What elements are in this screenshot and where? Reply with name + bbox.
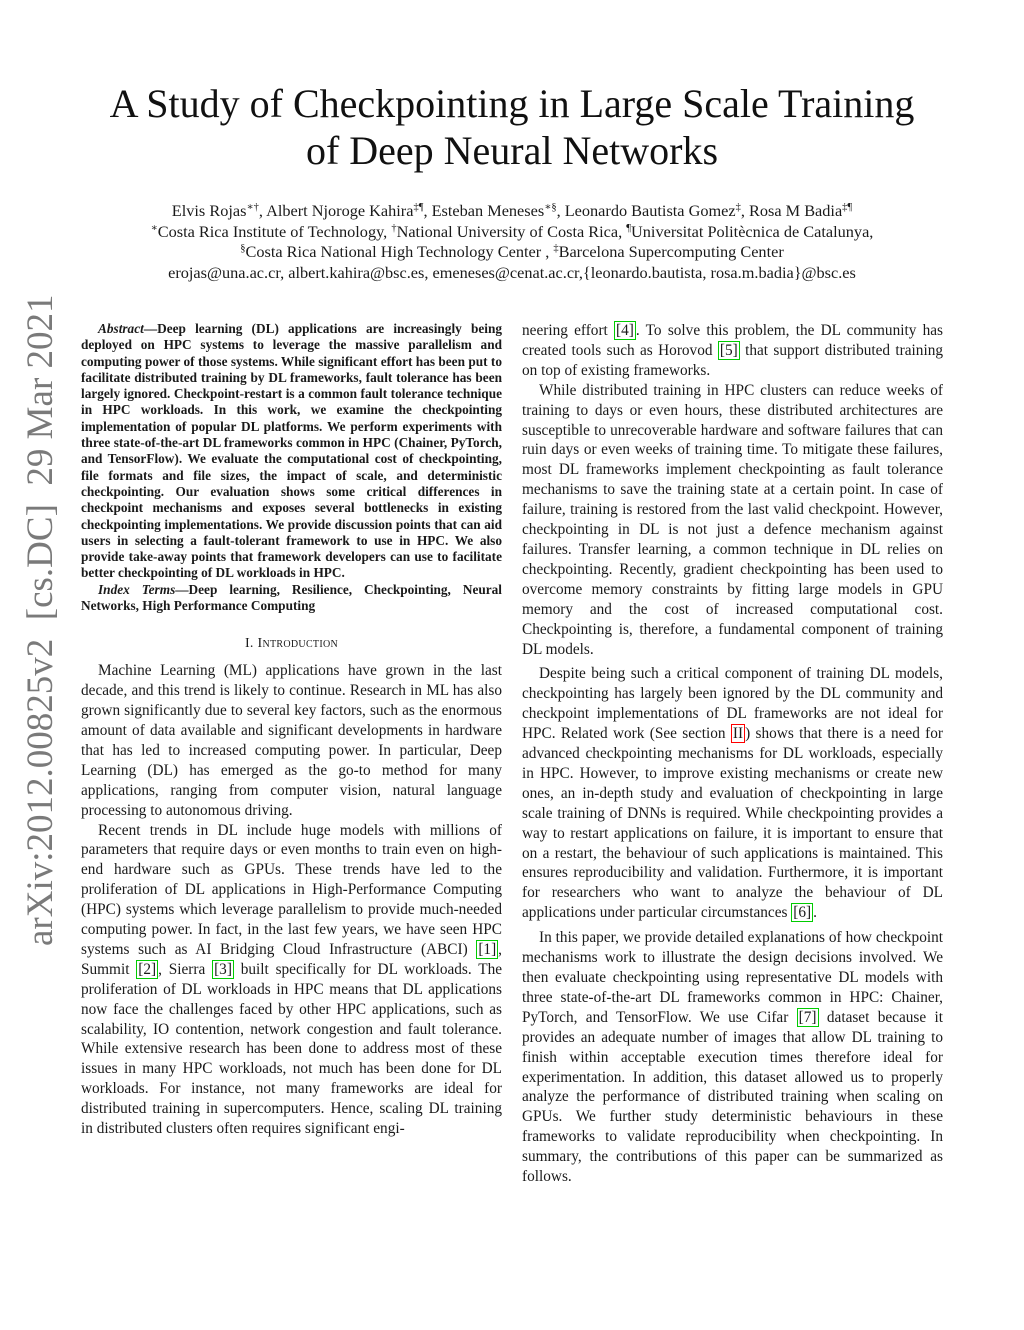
affiliation-mark: ¶ [626,222,632,234]
affiliation-mark: ‡ [735,202,741,213]
author-emails: erojas@una.ac.cr, albert.kahira@bsc.es, emeneses@cenat.ac.cr,{leonardo.bautista, rosa.m.badia}@bsc.es [168,262,856,282]
affiliation-mark: ‡¶ [842,202,853,213]
paper-title [80,80,944,174]
title-line-2: of Deep Neural Networks [305,128,719,173]
affiliation: Costa Rica Institute of Technology, [157,221,392,241]
right-column [522,321,943,1187]
title-line-1: A Study of Checkpointing in Large Scale Training [109,81,915,126]
citation-link[interactable]: [1] [478,940,497,958]
affiliation: Costa Rica National High Technology Center , [245,242,554,261]
paragraph [81,821,502,1140]
author-name: , Esteban Meneses [423,201,545,220]
text-run: In this paper, we provide detailed explanations of how checkpoint mechanisms work to illustrate the design decisions involved. We then evaluate checkpointing using representative DL models with three state-of-the-art DL frameworks common in HPC: Chainer, PyTorch, and TensorFlow. We use Cifar [522,929,943,1026]
author-block [80,201,944,283]
arxiv-identifier-sidebar [0,0,74,1325]
affiliation: Barcelona Supercomputing Center [558,242,784,261]
section-number: I. [244,636,258,652]
index-terms-label: Index Terms [98,581,176,597]
paragraph [522,928,943,1187]
affiliation-mark: § [240,243,246,254]
affiliation-mark: ∗§ [544,202,557,213]
text-run: , Summit [81,940,502,978]
citation-link[interactable]: [6] [793,904,812,922]
text-run: Recent trends in DL include huge models with millions of parameters that require days or even months to train even on high-end hardware such as GPUs. These trends have led to the proliferation of DL applications in High-Performance Computing (HPC) systems which leverage parallelism to provide much-needed computing power. In fact, in the last few years, we have seen HPC systems such as AI Bridging Cloud Infrastructure (ABCI) [81,821,502,958]
author-name: Elvis Rojas [171,201,247,220]
text-run: ) shows that there is a need for advanced checkpointing mechanisms for DL workloads, especially in HPC. However, to improve existing mechanisms or create new ones, an in-depth study and evaluation of checkpointing in large scale training of DNNs is required. While checkpointing provides a way to restart applications on failure, it is important to ensure that on a restart, the behaviour of such applications is maintained. This ensures reproducibility and validation. Furthermore, it is important for researchers who want to analyze the behaviour of DL applications under particular circumstances [522,725,944,922]
text-run: . [813,904,817,922]
paragraph [522,321,943,381]
text-run: dataset because it provides an adequate number of images that allow DL training to finish within acceptable execution times therefore ideal for experimentation. In addition, this dataset allowed us to properly analyze the performance of distributed training when scaling on GPUs. We further study deterministic behaviours in these frameworks to validate reproducibility when checkpointing. In summary, the contributions of this paper can be summarized as follows. [522,1008,943,1186]
affiliation-line-1 [80,222,944,243]
affiliation: National University of Costa Rica, [396,221,627,241]
author-name: , Albert Njoroge Kahira [258,201,414,220]
text-run: Despite being such a critical component of training DL models, checkpointing has largely been ignored by the DL community and checkpoint implementations of DL frameworks are not ideal for HPC. Related work (See section [522,665,943,743]
paragraph [522,664,943,923]
abstract [81,321,502,582]
paragraph: While distributed training in HPC clusters can reduce weeks of training to days or even hours, these distributed architectures are susceptible to unrecoverable hardware and software failures that can ruin days or even weeks of training time. To mitigate these failures, most DL frameworks implement checkpointing as fault tolerance mechanisms to save the training state at a certain point. In case of failure, training is restored from the last valid checkpoint. However, checkpointing in DL is not just a defence mechanism against failures. Transfer learning, a common technique in DL relies on checkpointing. Recently, gradient checkpointing has been used to overcome memory constraints by fitting large models in GPU memory and the cost of increased computational cost. Checkpointing is, therefore, a fundamental component of training DL models. [522,381,943,658]
text-run: that support distributed training on top of existing frameworks. [522,341,943,379]
affiliation-line-2 [80,242,944,263]
abstract-label: Abstract [98,321,144,336]
affiliation-mark: ∗ [150,222,158,234]
author-list [80,201,944,222]
paragraph: Machine Learning (ML) applications have grown in the last decade, and this trend is likely to continue. Research in ML has also grown significantly due to several key factors, such as the enormous amount of data available and significant developments in hardware that has led to increased computing power. In particular, Deep Learning (DL) has emerged as the go-to method for many applications, ranging from computer vision, natural language processing to autonomous driving. [81,662,502,819]
left-column [81,321,502,1139]
section-reference-link[interactable]: II [732,725,744,743]
arxiv-identifier: arXiv:2012.00825v2 [cs.DC] 29 Mar 2021 [20,294,61,946]
text-run: built specifically for DL workloads. The proliferation of DL workloads in HPC means that DL applications now face the challenges faced by other HPC applications, such as scalability, IO contention, network congestion and fault tolerance. While extensive research has been done to address most of these issues in many HPC workloads, not much has been done for DL workloads. For instance, not many frameworks are ideal for distributed training in supercomputers. Hence, scaling DL training in distributed clusters often requires significant engi- [81,960,503,1138]
text-run: neering effort [522,322,615,339]
text-run: . To solve this problem, the DL community has created tools such as Horovod [522,322,943,359]
affiliation-mark: ‡ [553,243,559,254]
affiliation-mark: ∗† [246,202,259,213]
author-name: , Leonardo Bautista Gomez [556,201,736,220]
section-heading-introduction [81,634,502,654]
author-name: , Rosa M Badia [740,201,843,220]
citation-link[interactable]: [5] [719,341,738,359]
abstract-text: —Deep learning (DL) applications are increasingly being deployed on HPC systems to leverage the massive parallelism and computing power of those systems. While significant effort has been put to facilitate distributed training by DL frameworks, fault tolerance has been largely ignored. Checkpoint-restart is a common fault tolerance technique in HPC workloads. In this work, we examine the checkpointing implementation of popular DL platforms. We perform experiments with three state-of-the-art DL frameworks common in HPC (Chainer, PyTorch, and TensorFlow). We evaluate the computational cost of checkpointing, file formats and file sizes, the impact of scale, and deterministic checkpointing. Our evaluation shows some critical differences in checkpoint mechanisms and exposes several bottlenecks in existing checkpointing implementations. We provide discussion points that can aid users in selecting a fault-tolerant framework to use in HPC. We also provide take-away points that framework developers can use to facilitate better checkpointing of DL workloads in HPC. [81,321,502,581]
affiliation: Universitat Politècnica de Catalunya, [631,221,874,241]
citation-link[interactable]: [7] [798,1008,817,1026]
index-terms-text: —Deep learning, Resilience, Checkpointing, Neural Networks, High Performance Computing [81,581,502,614]
section-title: Introduction [257,636,339,652]
citation-link[interactable]: [2] [138,960,157,978]
affiliation-mark: † [391,222,397,234]
index-terms [81,582,502,615]
affiliation-mark: ‡¶ [413,202,424,213]
citation-link[interactable]: [3] [214,960,232,978]
citation-link[interactable]: [4] [616,322,634,339]
text-run: , Sierra [158,960,213,978]
